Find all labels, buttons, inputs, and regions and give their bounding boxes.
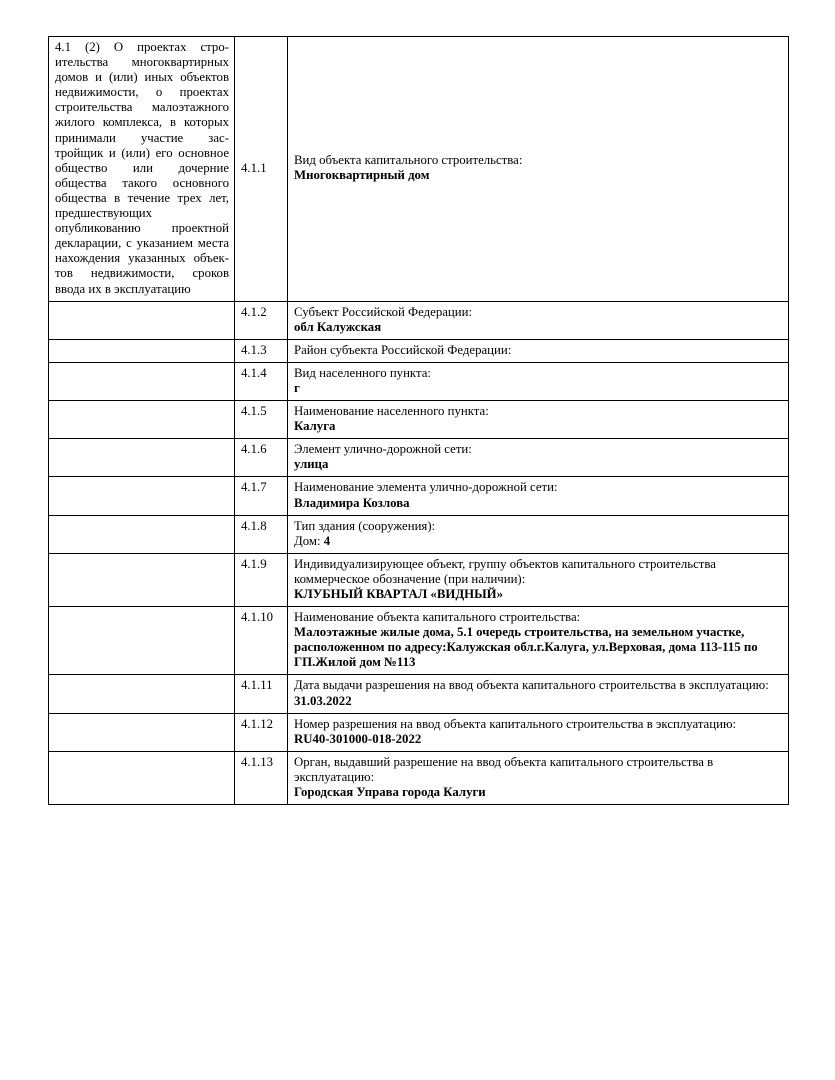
row-code-4-1-12: 4.1.12: [235, 713, 288, 751]
row-code-4-1-11: 4.1.11: [235, 675, 288, 713]
row-content-4-1-7: [288, 477, 789, 515]
empty-label-cell: [49, 515, 235, 553]
empty-label-cell: [49, 553, 235, 606]
row-answer-prefix: Дом:: [294, 533, 324, 548]
row-code-4-1-7: 4.1.7: [235, 477, 288, 515]
row-content-4-1-13: [288, 751, 789, 804]
table-row: [49, 607, 789, 675]
empty-label-cell: [49, 607, 235, 675]
row-answer: Многоквартирный дом: [294, 168, 430, 183]
empty-label-cell: [49, 675, 235, 713]
table-row: [49, 37, 789, 302]
row-question: Элемент улично-дорожной сети:: [294, 442, 472, 457]
table-row: [49, 751, 789, 804]
row-answer: RU40-301000-018-2022: [294, 731, 422, 746]
row-answer: Владимира Козлова: [294, 495, 410, 510]
empty-label-cell: [49, 362, 235, 400]
row-question: Вид объекта капитального строительства:: [294, 153, 523, 168]
row-code-4-1-5: 4.1.5: [235, 401, 288, 439]
row-question: Индивидуализирующее объект, группу объектов капитального строительства коммерческое обозначение (при наличии):: [294, 556, 716, 586]
row-answer: улица: [294, 457, 329, 472]
row-question: Вид населенного пункта:: [294, 365, 431, 380]
table-row: [49, 675, 789, 713]
row-question: Наименование населенного пункта:: [294, 404, 489, 419]
row-question: Тип здания (сооружения):: [294, 518, 436, 533]
empty-label-cell: [49, 301, 235, 339]
row-content-4-1-10: [288, 607, 789, 675]
table-row: [49, 301, 789, 339]
table-row: [49, 401, 789, 439]
table-row: [49, 362, 789, 400]
row-question: Наименование элемента улично-дорожной сети:: [294, 480, 558, 495]
row-code-4-1-13: 4.1.13: [235, 751, 288, 804]
table-row: [49, 553, 789, 606]
row-answer: Малоэтажные жилые дома, 5.1 очередь строительства, на земельном участке, расположенном по адресу:Калужская обл.г.Калуга, ул.Верховая, дома 113-115 по ГП.Жилой дом №113: [294, 625, 758, 670]
table-row: [49, 515, 789, 553]
row-content-4-1-2: [288, 301, 789, 339]
row-answer: Городская Управа города Калуги: [294, 785, 486, 800]
table-row: [49, 477, 789, 515]
row-code-4-1-6: 4.1.6: [235, 439, 288, 477]
row-code-4-1-9: 4.1.9: [235, 553, 288, 606]
row-answer: 31.03.2022: [294, 693, 352, 708]
row-code-4-1-10: 4.1.10: [235, 607, 288, 675]
empty-label-cell: [49, 339, 235, 362]
row-answer: 4: [323, 533, 331, 548]
section-label-cell: 4.1 (2) О проектах строительства многоквартирных домов и (или) иных объектов недвижимости, о проектах строительства малоэтажного жилого комплекса, в которых принимали участие застройщик и (или) его основное общество или дочерние общества такого основного общества в течение трех лет, предшествующих опубликованию проектной декларации, с указанием места нахождения указанных объектов недвижимости, сроков ввода их в эксплуатацию: [49, 37, 235, 302]
row-content-4-1-3: [288, 339, 789, 362]
row-content-4-1-1: [288, 37, 789, 302]
row-answer: г: [294, 380, 300, 395]
row-content-4-1-9: [288, 553, 789, 606]
row-content-4-1-8: [288, 515, 789, 553]
row-content-4-1-11: [288, 675, 789, 713]
row-code-4-1-4: 4.1.4: [235, 362, 288, 400]
row-question: Наименование объекта капитального строительства:: [294, 610, 581, 625]
table-row: [49, 439, 789, 477]
table-row: [49, 339, 789, 362]
row-content-4-1-4: [288, 362, 789, 400]
table-row: [49, 713, 789, 751]
row-code-4-1-2: 4.1.2: [235, 301, 288, 339]
empty-label-cell: [49, 439, 235, 477]
row-question: Номер разрешения на ввод объекта капитального строительства в эксплуатацию:: [294, 716, 737, 731]
row-question: Орган, выдавший разрешение на ввод объекта капитального строительства в эксплуатацию:: [294, 754, 714, 784]
row-question: Район субъекта Российской Федерации:: [294, 342, 512, 357]
empty-label-cell: [49, 713, 235, 751]
row-answer: Калуга: [294, 419, 336, 434]
row-code-4-1-1: 4.1.1: [235, 37, 288, 302]
row-question: Дата выдачи разрешения на ввод объекта капитального строительства в эксплуатацию:: [294, 678, 769, 693]
empty-label-cell: [49, 751, 235, 804]
row-answer: обл Калужская: [294, 319, 382, 334]
row-question: Субъект Российской Федерации:: [294, 304, 473, 319]
row-content-4-1-5: [288, 401, 789, 439]
row-code-4-1-8: 4.1.8: [235, 515, 288, 553]
empty-label-cell: [49, 477, 235, 515]
declaration-table: [48, 36, 789, 805]
row-content-4-1-6: [288, 439, 789, 477]
row-answer: КЛУБНЫЙ КВАРТАЛ «ВИДНЫЙ»: [294, 587, 503, 601]
row-code-4-1-3: 4.1.3: [235, 339, 288, 362]
empty-label-cell: [49, 401, 235, 439]
row-content-4-1-12: [288, 713, 789, 751]
row-answer-line: [294, 534, 783, 549]
